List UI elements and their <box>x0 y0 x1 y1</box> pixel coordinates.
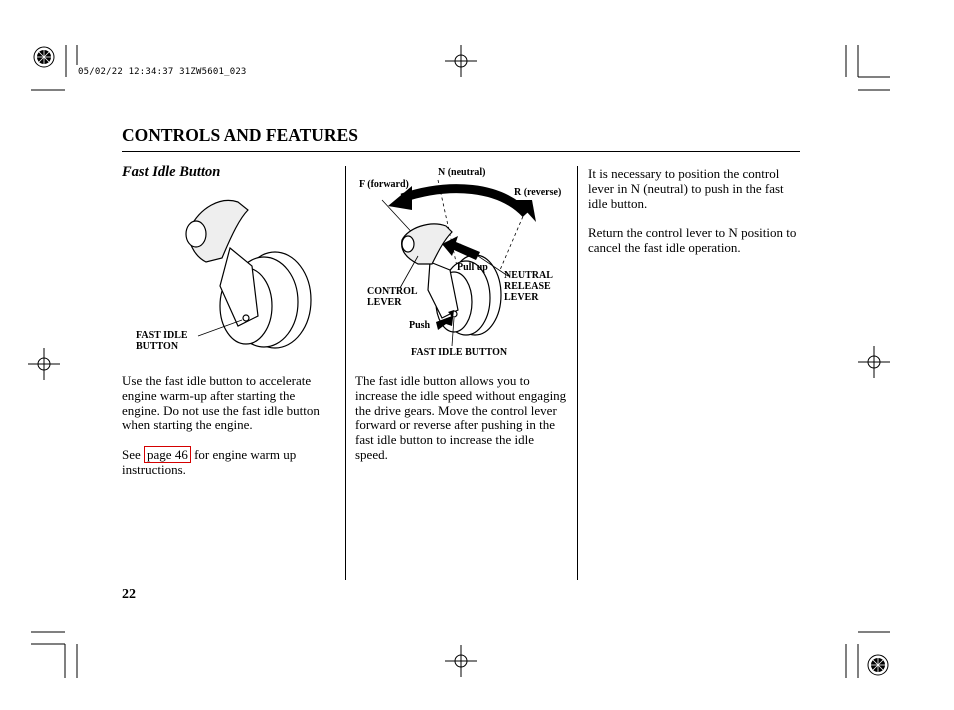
label-push: Push <box>409 320 431 331</box>
column1-paragraph: Use the fast idle button to accelerate engine warm-up after starting the engine. Do not use the fast idle button when starting the engine. <box>122 373 320 433</box>
label-reverse: R (reverse) <box>514 187 562 198</box>
label-forward: F (forward) <box>359 179 409 190</box>
label-neutral: N (neutral) <box>438 167 486 178</box>
print-stamp: 05/02/22 12:34:37 31ZW5601_023 <box>78 67 247 77</box>
label-neutral-release-lever: NEUTRAL RELEASE LEVER <box>504 270 553 303</box>
column3-paragraph-2: Return the control lever to N position to cancel the fast idle operation. <box>588 225 797 255</box>
section-title: CONTROLS AND FEATURES <box>122 125 358 145</box>
column3-paragraph-1: It is necessary to position the control lever in N (neutral) to push in the fast idle button. <box>588 166 784 211</box>
fast-idle-lever-illustration <box>160 188 360 358</box>
title-rule <box>122 151 800 152</box>
subheading-fast-idle: Fast Idle Button <box>122 164 221 180</box>
see-suffix: for engine warm up instructions. <box>122 447 297 477</box>
label-fast-idle-button: FAST IDLE BUTTON <box>411 347 508 358</box>
label-control-lever: CONTROL LEVER <box>367 286 418 308</box>
column1-see-reference <box>122 448 336 478</box>
see-prefix: See <box>122 447 145 462</box>
page-number: 22 <box>122 587 136 602</box>
fast-idle-button-label: FAST IDLE BUTTON <box>136 330 188 352</box>
label-pull-up: Pull up <box>457 262 488 273</box>
page-46-link[interactable]: page 46 <box>144 446 191 463</box>
column2-paragraph: The fast idle button allows you to increase the idle speed without engaging the drive gears. Move the control lever forward or reverse after pushing in the fast idle button to increase the idle speed. <box>355 373 567 462</box>
